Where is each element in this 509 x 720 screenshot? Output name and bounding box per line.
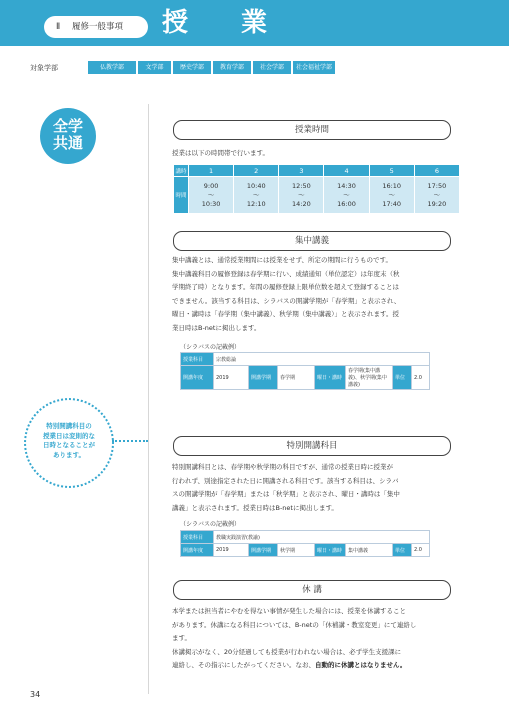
sample-label: 単位 [393, 366, 412, 390]
time-cell [415, 177, 459, 213]
period-cell: 5 [370, 165, 414, 176]
time-cell [370, 177, 414, 213]
body-line: 曜日・講時は「春学期（集中講義）、秋学期（集中講義）」と表示されます。授 [172, 310, 399, 319]
body-line: 集中講義とは、通常授業期間には授業をせず、所定の期間に行うものです。 [172, 256, 392, 264]
section-heading-special: 特別開講科目 [173, 436, 451, 456]
body-line: 学期終了時）となります。年間の履修登録上限単位数を超えて登録することは [172, 283, 399, 292]
faculty-chip: 文学部 [138, 61, 171, 74]
period-cell: 4 [324, 165, 368, 176]
time-end: 14:20 [292, 199, 311, 208]
page-number: 34 [30, 690, 41, 699]
time-end: 19:20 [427, 199, 447, 208]
time-start: 12:50 [292, 181, 311, 190]
sample-value: 2019 [214, 544, 249, 557]
time-cell [234, 177, 278, 213]
time-end: 10:30 [201, 199, 221, 208]
sample-value: 教職実践演習(教諭) [214, 531, 430, 544]
side-note-line: 日時となることが [43, 441, 95, 449]
sample-caption: （シラバスの記載例） [180, 521, 241, 528]
sample-value-highlight: 秋学期 [278, 544, 315, 557]
sample-label-highlight: 曜日・講時 [315, 366, 346, 390]
badge-line: 全学 [52, 117, 83, 135]
side-note-line: 授業日は変則的な [43, 431, 95, 440]
period-cell: 6 [415, 165, 459, 176]
sample-label: 開講年度 [181, 366, 214, 390]
sample-value: 2.0 [412, 544, 430, 557]
body-line: があります。休講になる科目については、B-netの「休補講・教室変更」にて連絡し [172, 620, 417, 629]
faculty-chip: 仏教学部 [88, 61, 136, 74]
period-cell: 2 [234, 165, 278, 176]
sample-label-highlight: 開講学期 [249, 366, 278, 390]
sample-value: 宗教総論 [214, 353, 430, 366]
time-start: 16:10 [382, 181, 402, 190]
sample-label-highlight: 開講学期 [249, 544, 278, 557]
target-label: 対象学部 [30, 64, 58, 72]
time-end: 16:00 [337, 199, 356, 208]
bold-notice: 自動的に休講とはなりません。 [315, 661, 407, 670]
time-tilde: 〜 [343, 190, 350, 199]
sample-value-highlight: 春学期(集中講義)、秋学期(集中講義) [346, 366, 393, 390]
time-start: 10:40 [246, 181, 266, 190]
faculty-chip: 教育学部 [213, 61, 251, 74]
body-line: 講義」と表示されます。授業日時はB-netに掲出します。 [172, 503, 338, 512]
hours-intro: 授業は以下の時間帯で行います。 [172, 149, 269, 157]
time-tilde: 〜 [252, 190, 260, 199]
period-cell: 3 [279, 165, 323, 176]
section-pill [44, 16, 148, 38]
sample-value-highlight: 春学期 [278, 366, 315, 390]
section-heading-cancel: 休 講 [173, 580, 451, 600]
sample-label: 授業科目 [181, 353, 214, 366]
body-line: 特別開講科目とは、春学期や秋学期の科目ですが、通常の授業日時に授業が [172, 463, 393, 471]
faculty-chip: 社会福祉学部 [293, 61, 335, 74]
sample-label: 単位 [393, 544, 412, 557]
body-line: ます。 [172, 634, 191, 643]
section-label: 履修一般事項 [72, 22, 124, 32]
side-note-line: あります。 [53, 450, 85, 459]
body-line: できません。該当する科目は、シラバスの開講学期が「春学期」と表示され、 [172, 296, 401, 305]
time-start: 9:00 [203, 181, 219, 190]
time-tilde: 〜 [207, 190, 215, 199]
time-end: 12:10 [246, 199, 266, 208]
faculty-chip: 社会学部 [253, 61, 291, 74]
body-line: 集中講義科目の履修登録は春学期に行い、成績通知（単位認定）は年度末（秋 [172, 269, 400, 278]
body-line: 休講掲示がなく、20分経過しても授業が行われない場合は、必ず学生支援課に [172, 647, 402, 656]
time-start: 14:30 [337, 181, 356, 190]
time-tilde: 〜 [388, 190, 395, 199]
body-line: 行われず、別途指定された日に開講される科目です。該当する科目は、シラバ [172, 476, 399, 485]
section-heading-hours: 授業時間 [173, 120, 451, 140]
time-cell [279, 177, 323, 213]
syllabus-sample-intensive [180, 352, 430, 390]
sample-label: 授業科目 [181, 531, 214, 544]
intensive-body [172, 254, 462, 336]
time-cell [324, 177, 368, 213]
sample-label: 開講年度 [181, 544, 214, 557]
side-note [24, 398, 114, 488]
body-text: 連絡し、その指示にしたがってください。なお、 [172, 661, 315, 670]
period-header: 講時 [174, 165, 188, 176]
time-header: 時間 [174, 177, 188, 213]
time-tilde: 〜 [298, 190, 305, 199]
page-title: 授 業 [162, 8, 290, 38]
time-table [173, 164, 460, 214]
badge-line: 共通 [52, 134, 83, 152]
body-line [172, 659, 462, 673]
time-end: 17:40 [382, 199, 402, 208]
cancel-body [172, 605, 462, 673]
dotted-connector [112, 440, 148, 442]
body-line: 業日時はB-netに掲出します。 [172, 323, 261, 332]
syllabus-sample-special [180, 530, 430, 557]
section-number: Ⅱ [56, 22, 61, 32]
sample-value: 2.0 [412, 366, 430, 390]
time-tilde: 〜 [433, 190, 441, 199]
time-cell [189, 177, 233, 213]
sample-label-highlight: 曜日・講時 [315, 544, 346, 557]
time-start: 17:50 [427, 181, 447, 190]
section-heading-intensive: 集中講義 [173, 231, 451, 251]
period-cell: 1 [189, 165, 233, 176]
faculty-chip: 歴史学部 [173, 61, 211, 74]
special-body [172, 461, 462, 515]
all-university-badge [40, 108, 96, 164]
sample-value-highlight: 集中講義 [346, 544, 393, 557]
sample-caption: （シラバスの記載例） [180, 344, 241, 351]
body-line: 本学または担当者にやむを得ない事情が発生した場合には、授業を休講すること [172, 607, 406, 615]
column-divider [148, 104, 149, 694]
sample-value: 2019 [214, 366, 249, 390]
side-note-line: 特別開講科目の [46, 422, 92, 430]
body-line: スの開講学期が「春学期」または「秋学期」と表示され、曜日・講時は「集中 [172, 490, 400, 499]
